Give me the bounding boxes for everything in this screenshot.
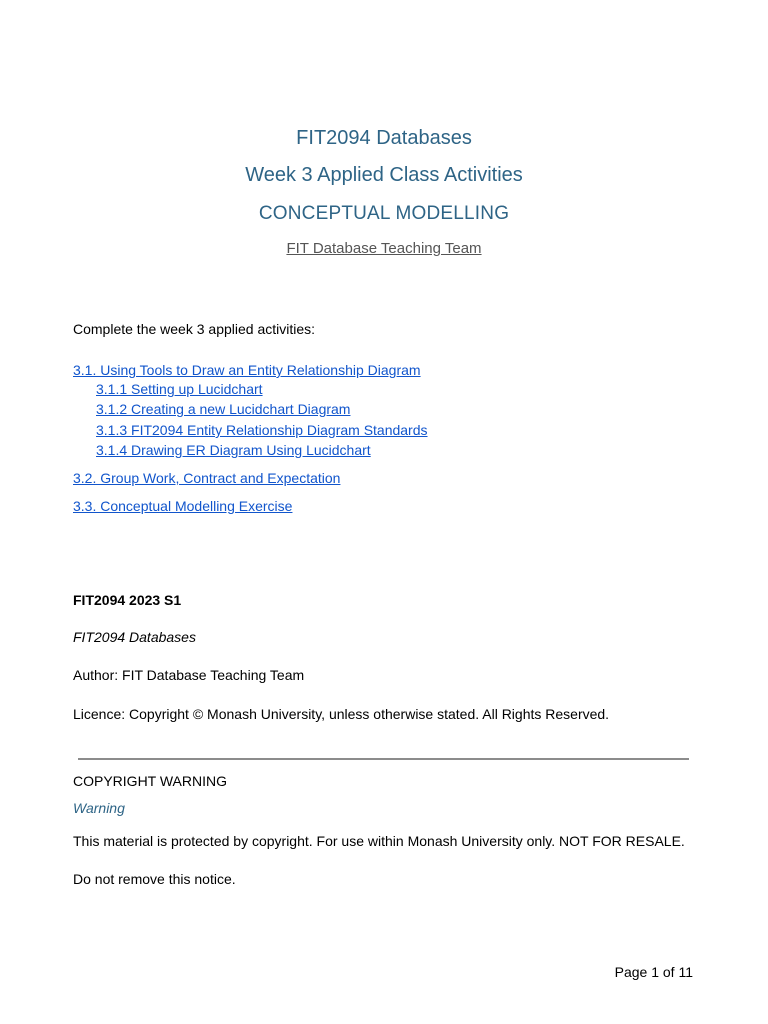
intro-text: Complete the week 3 applied activities: bbox=[73, 321, 316, 337]
toc-link-3-2[interactable]: 3.2. Group Work, Contract and Expectation bbox=[73, 470, 341, 486]
toc-link-3-1-4[interactable]: 3.1.4 Drawing ER Diagram Using Lucidchart bbox=[96, 442, 371, 458]
week-title: Week 3 Applied Class Activities bbox=[245, 164, 523, 186]
horizontal-divider bbox=[78, 758, 689, 760]
course-title: FIT2094 Databases bbox=[296, 127, 472, 149]
warning-label: Warning bbox=[73, 800, 125, 816]
team-link[interactable]: FIT Database Teaching Team bbox=[286, 240, 482, 257]
team-subtitle[interactable] bbox=[0, 240, 768, 258]
copyright-notice: Do not remove this notice. bbox=[73, 871, 236, 887]
toc-link-3-1[interactable]: 3.1. Using Tools to Draw an Entity Relationship Diagram bbox=[73, 362, 421, 378]
page-number: Page 1 of 11 bbox=[614, 964, 693, 980]
toc-link-3-1-3[interactable]: 3.1.3 FIT2094 Entity Relationship Diagram Standards bbox=[96, 422, 428, 438]
copyright-heading: COPYRIGHT WARNING bbox=[73, 773, 228, 789]
author-line: Author: FIT Database Teaching Team bbox=[73, 667, 305, 683]
unit-name: FIT2094 Databases bbox=[73, 629, 196, 645]
toc-link-3-1-1[interactable]: 3.1.1 Setting up Lucidchart bbox=[96, 381, 263, 397]
toc-link-3-3[interactable]: 3.3. Conceptual Modelling Exercise bbox=[73, 498, 293, 514]
licence-line: Licence: Copyright © Monash University, unless otherwise stated. All Rights Reserved. bbox=[73, 706, 610, 722]
topic-title: CONCEPTUAL MODELLING bbox=[258, 203, 510, 224]
unit-session: FIT2094 2023 S1 bbox=[73, 592, 182, 608]
copyright-body: This material is protected by copyright. For use within Monash University only. NOT FOR RESALE. bbox=[73, 833, 685, 849]
toc-link-3-1-2[interactable]: 3.1.2 Creating a new Lucidchart Diagram bbox=[96, 401, 351, 417]
